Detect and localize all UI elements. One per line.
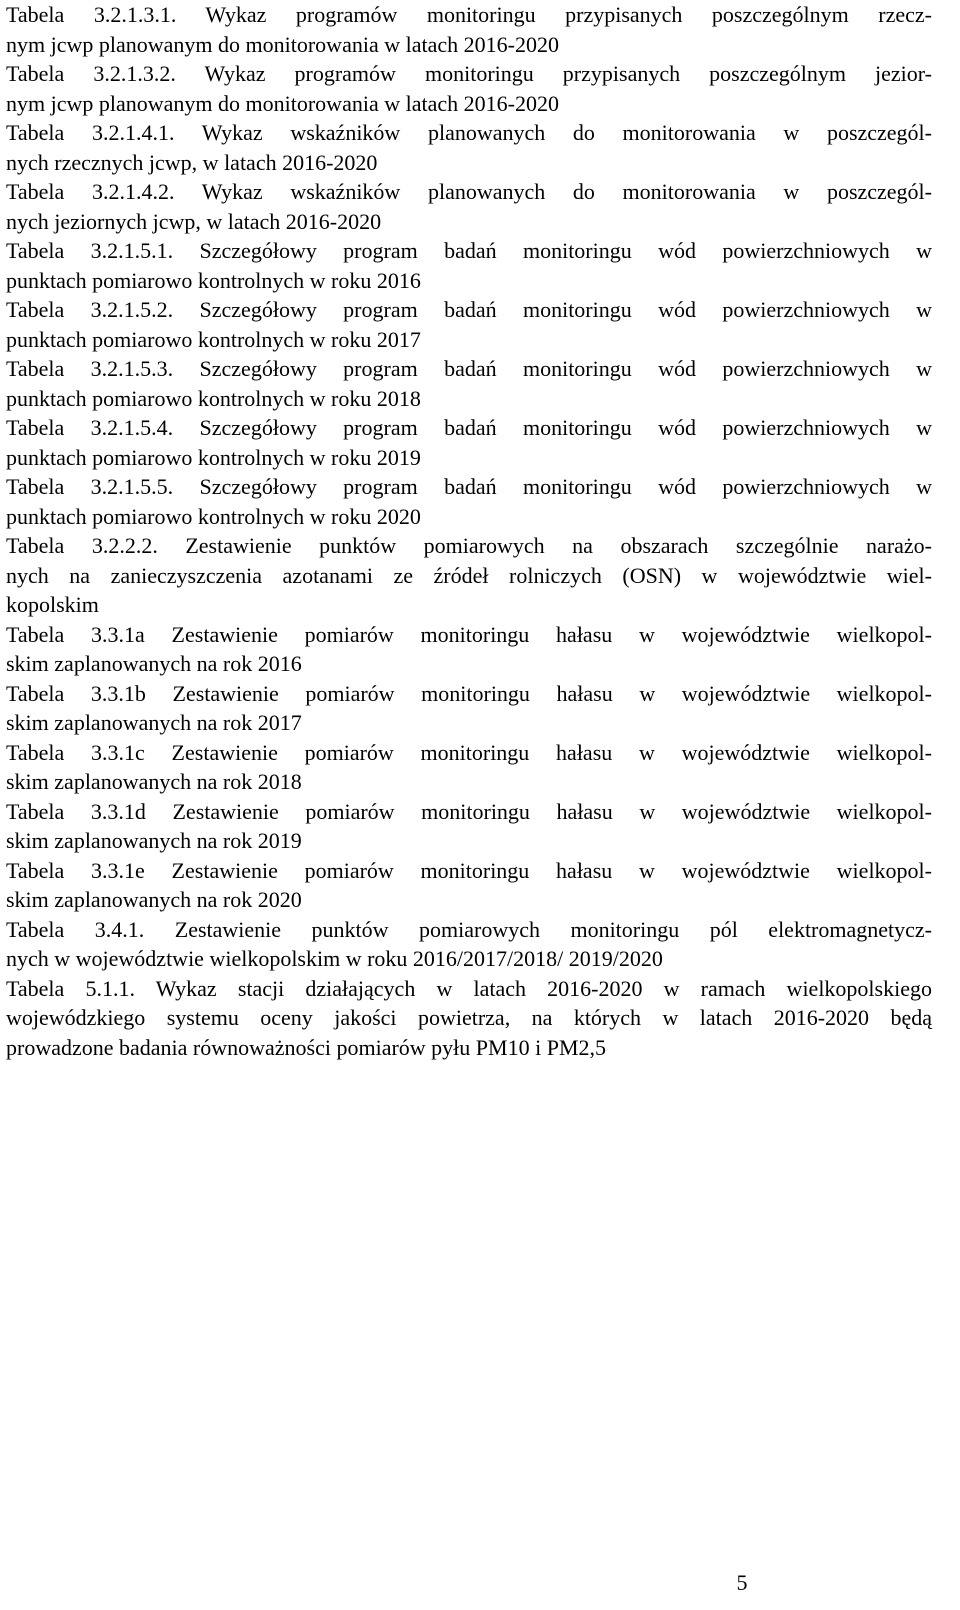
table-caption-entry xyxy=(6,915,932,974)
caption-line: Tabela 3.3.1c Zestawienie pomiarów monitoringu hałasu w województwie wielkopol- xyxy=(6,739,932,765)
caption-line: Tabela 3.3.1d Zestawienie pomiarów monitoringu hałasu w województwie wielkopol- xyxy=(6,798,932,824)
table-caption-entry xyxy=(6,59,932,118)
caption-line: nych rzecznych jcwp, w latach 2016-2020 xyxy=(6,149,378,175)
table-caption-entry xyxy=(6,856,932,915)
caption-line: Tabela 3.2.1.3.2. Wykaz programów monitoringu przypisanych poszczególnym jezior- xyxy=(6,61,932,86)
caption-line: Tabela 3.2.1.3.1. Wykaz programów monitoringu przypisanych poszczególnym rzecz- xyxy=(6,2,932,27)
table-caption-entry xyxy=(6,354,932,413)
caption-line: Tabela 3.4.1. Zestawienie punktów pomiarowych monitoringu pól elektromagnetycz- xyxy=(6,916,932,942)
caption-line: punktach pomiarowo kontrolnych w roku 2020 xyxy=(6,503,421,529)
table-caption-entry xyxy=(6,177,932,236)
table-caption-entry xyxy=(6,797,932,856)
page-number xyxy=(0,1570,960,1596)
table-caption-entry xyxy=(6,679,932,738)
caption-line: skim zaplanowanych na rok 2020 xyxy=(6,887,302,912)
caption-line: Tabela 3.2.1.5.2. Szczegółowy program badań monitoringu wód powierzchniowych w xyxy=(6,297,932,322)
table-caption-entry xyxy=(6,413,932,472)
caption-line: Tabela 3.2.1.5.1. Szczegółowy program badań monitoringu wód powierzchniowych w xyxy=(6,238,932,263)
table-caption-entry xyxy=(6,236,932,295)
caption-line: nym jcwp planowanym do monitorowania w latach 2016-2020 xyxy=(6,90,559,116)
table-caption-entry xyxy=(6,738,932,797)
table-caption-entry xyxy=(6,974,932,1063)
list-of-tables xyxy=(6,0,932,1062)
table-caption-entry xyxy=(6,118,932,177)
caption-line: punktach pomiarowo kontrolnych w roku 2017 xyxy=(6,326,421,352)
table-caption-entry xyxy=(6,0,932,59)
caption-line: nych na zanieczyszczenia azotanami ze źródeł rolniczych (OSN) w województwie wiel- xyxy=(6,562,932,588)
caption-line: skim zaplanowanych na rok 2017 xyxy=(6,710,302,735)
page-number-text: 5 xyxy=(736,1570,748,1595)
caption-line: nych w województwie wielkopolskim w roku 2016/2017/2018/ 2019/2020 xyxy=(6,946,663,971)
caption-line: Tabela 3.2.1.5.3. Szczegółowy program badań monitoringu wód powierzchniowych w xyxy=(6,356,932,381)
caption-line: kopolskim xyxy=(6,592,99,617)
table-caption-entry xyxy=(6,295,932,354)
caption-line: Tabela 5.1.1. Wykaz stacji działających w latach 2016-2020 w ramach wielkopolskiego xyxy=(6,975,932,1001)
caption-line: Tabela 3.3.1a Zestawienie pomiarów monitoringu hałasu w województwie wielkopol- xyxy=(6,621,932,647)
caption-line: Tabela 3.2.1.4.1. Wykaz wskaźników planowanych do monitorowania w poszczegól- xyxy=(6,120,932,145)
caption-line: prowadzone badania równoważności pomiarów pyłu PM10 i PM2,5 xyxy=(6,1034,607,1060)
table-caption-entry xyxy=(6,620,932,679)
table-caption-entry xyxy=(6,531,932,620)
caption-line: skim zaplanowanych na rok 2019 xyxy=(6,828,302,853)
caption-line: Tabela 3.2.1.5.4. Szczegółowy program badań monitoringu wód powierzchniowych w xyxy=(6,415,932,440)
caption-line: Tabela 3.3.1e Zestawienie pomiarów monitoringu hałasu w województwie wielkopol- xyxy=(6,857,932,883)
caption-line: Tabela 3.3.1b Zestawienie pomiarów monitoringu hałasu w województwie wielkopol- xyxy=(6,680,932,706)
caption-line: skim zaplanowanych na rok 2016 xyxy=(6,651,302,676)
caption-line: Tabela 3.2.1.4.2. Wykaz wskaźników planowanych do monitorowania w poszczegól- xyxy=(6,179,932,204)
caption-line: nych jeziornych jcwp, w latach 2016-2020 xyxy=(6,208,382,234)
caption-line: wojewódzkiego systemu oceny jakości powietrza, na których w latach 2016-2020 będą xyxy=(6,1005,932,1030)
caption-line: punktach pomiarowo kontrolnych w roku 2016 xyxy=(6,267,421,293)
caption-line: punktach pomiarowo kontrolnych w roku 2018 xyxy=(6,385,421,411)
document-page xyxy=(6,0,932,1610)
caption-line: Tabela 3.2.1.5.5. Szczegółowy program badań monitoringu wód powierzchniowych w xyxy=(6,474,932,499)
caption-line: nym jcwp planowanym do monitorowania w latach 2016-2020 xyxy=(6,31,559,57)
caption-line: skim zaplanowanych na rok 2018 xyxy=(6,769,302,794)
caption-line: Tabela 3.2.2.2. Zestawienie punktów pomiarowych na obszarach szczególnie narażo- xyxy=(6,533,932,558)
table-caption-entry xyxy=(6,472,932,531)
caption-line: punktach pomiarowo kontrolnych w roku 2019 xyxy=(6,444,421,470)
